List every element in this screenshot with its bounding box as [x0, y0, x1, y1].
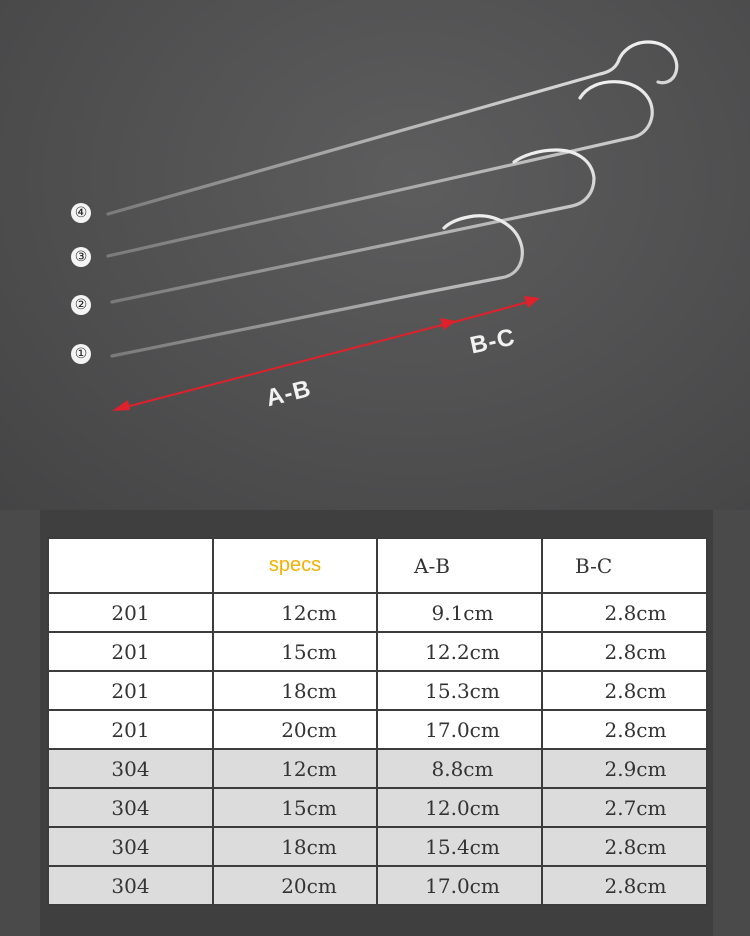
dimension-arrow-bc: [440, 296, 540, 326]
cell-a-b: 9.1cm: [377, 593, 542, 632]
cell-b-c: 2.8cm: [542, 827, 707, 866]
cell-spec: 15cm: [213, 788, 377, 827]
cell-b-c: 2.8cm: [542, 671, 707, 710]
table-row: [48, 671, 707, 710]
cell-a-b: 8.8cm: [377, 749, 542, 788]
skewer-number-2: ②: [71, 295, 91, 315]
label-a-b: A-B: [263, 374, 315, 413]
skewer-number-3: ③: [71, 247, 91, 267]
cell-material: 201: [48, 671, 213, 710]
cell-a-b: 17.0cm: [377, 710, 542, 749]
cell-b-c: 2.8cm: [542, 866, 707, 905]
table-row: [48, 710, 707, 749]
table-row: [48, 632, 707, 671]
cell-a-b: 12.2cm: [377, 632, 542, 671]
table-row: [48, 749, 707, 788]
cell-material: 201: [48, 710, 213, 749]
skewer-number-4: ④: [71, 203, 91, 223]
header-b-c: B-C: [542, 538, 707, 593]
label-b-c: B-C: [467, 323, 518, 360]
cell-b-c: 2.9cm: [542, 749, 707, 788]
spec-table: [47, 537, 708, 906]
cell-a-b: 15.3cm: [377, 671, 542, 710]
cell-material: 304: [48, 827, 213, 866]
skewer-2: [112, 150, 594, 302]
cell-a-b: 15.4cm: [377, 827, 542, 866]
cell-spec: 15cm: [213, 632, 377, 671]
skewer-1: [112, 216, 522, 356]
cell-b-c: 2.7cm: [542, 788, 707, 827]
cell-material: 304: [48, 749, 213, 788]
cell-spec: 12cm: [213, 593, 377, 632]
cell-a-b: 17.0cm: [377, 866, 542, 905]
header-material: [48, 538, 213, 593]
table-header-row: [48, 538, 707, 593]
skewer-number-1: ①: [71, 344, 91, 364]
cell-material: 304: [48, 866, 213, 905]
cell-material: 201: [48, 632, 213, 671]
header-a-b: A-B: [377, 538, 542, 593]
cell-spec: 18cm: [213, 827, 377, 866]
cell-b-c: 2.8cm: [542, 710, 707, 749]
cell-a-b: 12.0cm: [377, 788, 542, 827]
cell-spec: 20cm: [213, 710, 377, 749]
table-row: [48, 866, 707, 905]
cell-material: 304: [48, 788, 213, 827]
cell-spec: 20cm: [213, 866, 377, 905]
cell-spec: 18cm: [213, 671, 377, 710]
table-row: [48, 788, 707, 827]
cell-b-c: 2.8cm: [542, 593, 707, 632]
cell-material: 201: [48, 593, 213, 632]
cell-b-c: 2.8cm: [542, 632, 707, 671]
table-row: [48, 827, 707, 866]
table-row: [48, 593, 707, 632]
header-specs: specs: [213, 538, 377, 593]
skewer-3: [108, 82, 652, 256]
cell-spec: 12cm: [213, 749, 377, 788]
